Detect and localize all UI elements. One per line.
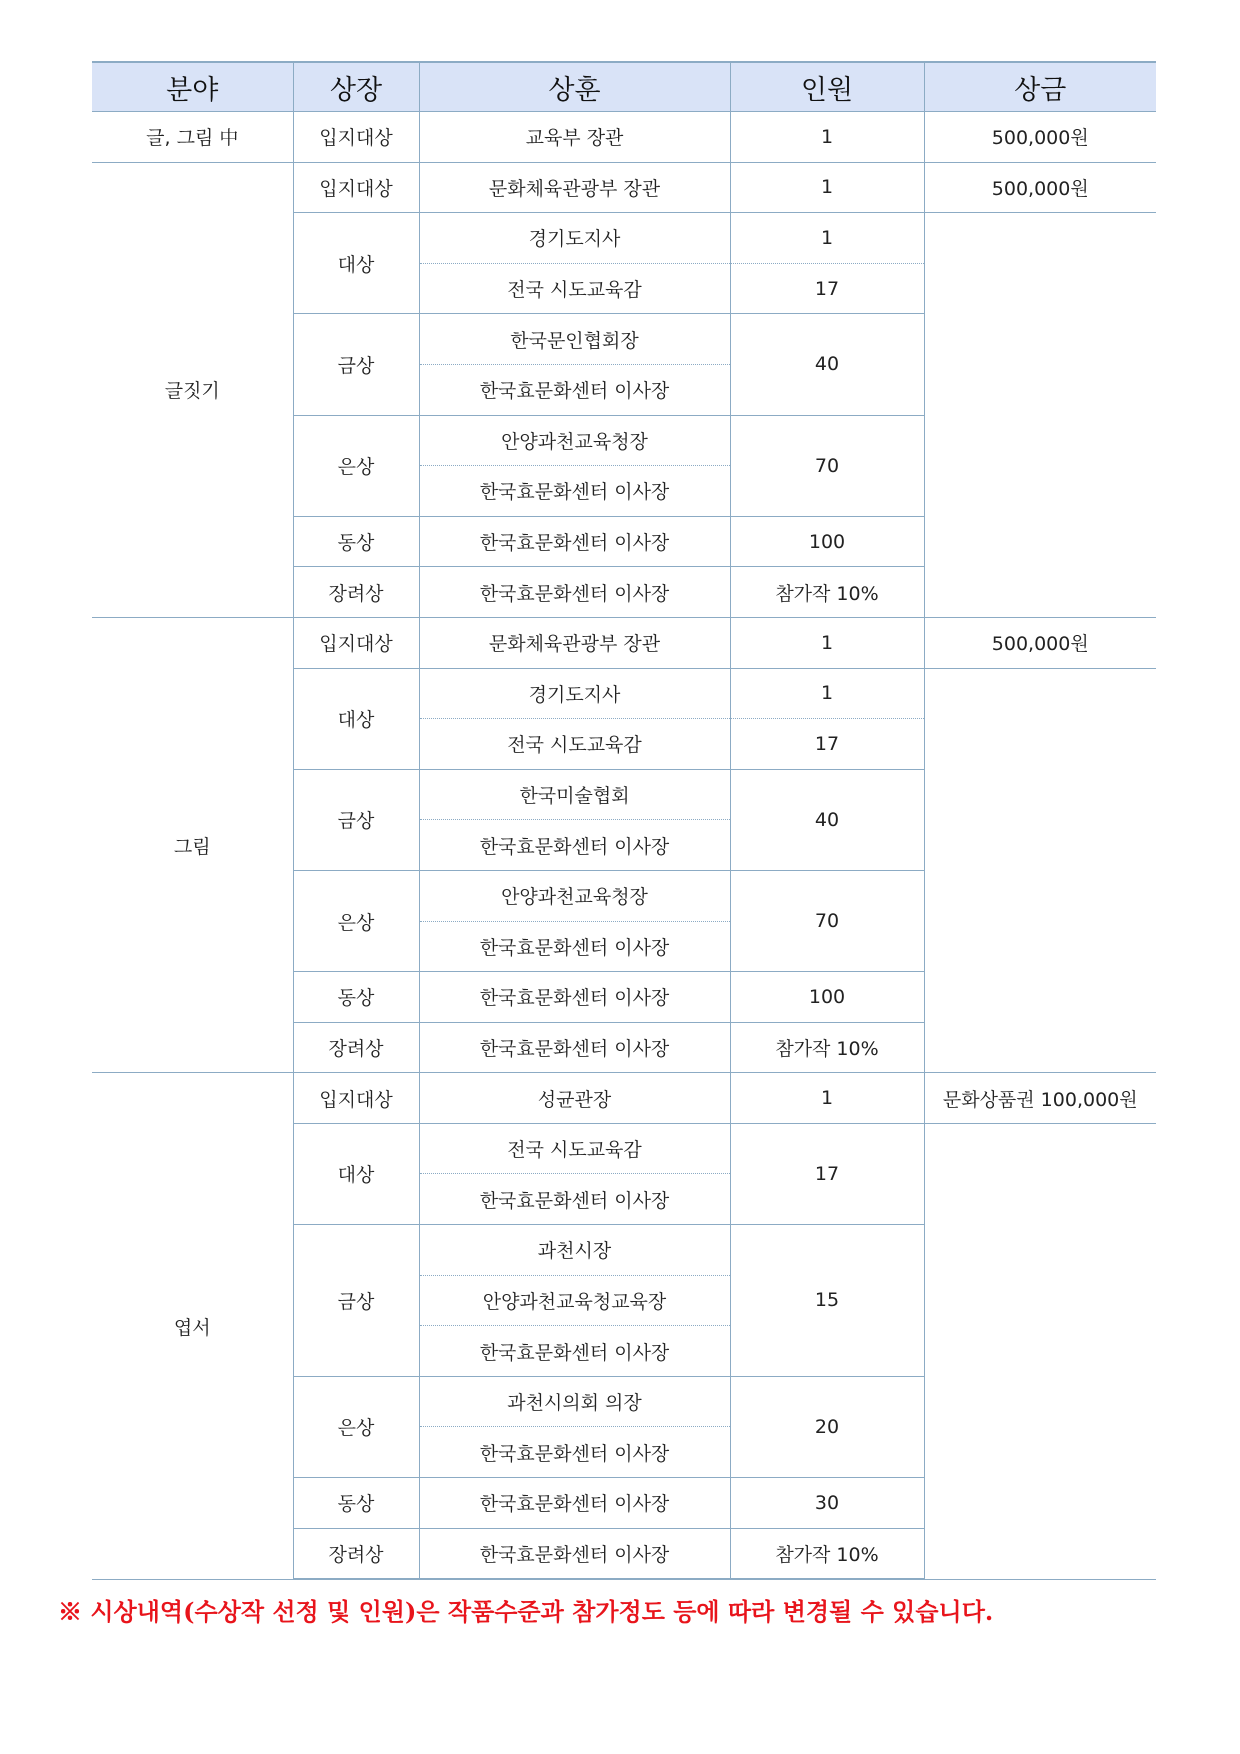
giver-cell: 한국효문화센터 이사장 (419, 1528, 730, 1579)
award-cell: 금상 (293, 1225, 419, 1377)
count-cell: 1 (730, 1073, 924, 1124)
count-cell: 1 (730, 112, 924, 163)
count-cell: 17 (730, 1123, 924, 1224)
header-field: 분야 (92, 62, 293, 112)
giver-cell: 경기도지사 (419, 668, 730, 719)
award-cell: 대상 (293, 1123, 419, 1224)
header-giver: 상훈 (419, 62, 730, 112)
prize-cell-empty (924, 213, 1156, 618)
count-cell: 참가작 10% (730, 1022, 924, 1073)
change-notice: ※ 시상내역(수상작 선정 및 인원)은 작품수준과 참가정도 등에 따라 변경될 수 있습니다. (58, 1597, 994, 1626)
award-cell: 동상 (293, 1478, 419, 1529)
giver-cell: 한국효문화센터 이사장 (419, 972, 730, 1023)
count-cell: 참가작 10% (730, 567, 924, 618)
award-cell: 입지대상 (293, 617, 419, 668)
award-cell: 은상 (293, 870, 419, 971)
prize-cell: 문화상품권 100,000원 (924, 1073, 1156, 1124)
field-cell: 엽서 (92, 1073, 293, 1579)
count-cell: 40 (730, 314, 924, 415)
count-cell: 70 (730, 415, 924, 516)
prize-cell-empty (924, 668, 1156, 1073)
count-cell: 30 (730, 1478, 924, 1529)
prize-cell: 500,000원 (924, 112, 1156, 163)
award-cell: 대상 (293, 668, 419, 769)
count-cell: 1 (730, 162, 924, 213)
header-count: 인원 (730, 62, 924, 112)
giver-cell: 문화체육관광부 장관 (419, 617, 730, 668)
giver-cell: 전국 시도교육감 (419, 263, 730, 314)
giver-cell: 한국문인협회장 (419, 314, 730, 365)
giver-cell: 안양과천교육청장 (419, 870, 730, 921)
count-cell: 70 (730, 870, 924, 971)
giver-cell: 한국효문화센터 이사장 (419, 567, 730, 618)
giver-cell: 한국효문화센터 이사장 (419, 1022, 730, 1073)
count-cell: 참가작 10% (730, 1528, 924, 1579)
award-cell: 금상 (293, 314, 419, 415)
field-cell: 글, 그림 中 (92, 112, 293, 163)
giver-cell: 한국미술협회 (419, 769, 730, 820)
award-cell: 대상 (293, 213, 419, 314)
giver-cell: 안양과천교육청교육장 (419, 1275, 730, 1326)
giver-cell: 교육부 장관 (419, 112, 730, 163)
giver-cell: 안양과천교육청장 (419, 415, 730, 466)
prize-cell: 500,000원 (924, 617, 1156, 668)
table-row (92, 162, 1156, 213)
table-row (92, 112, 1156, 163)
giver-cell: 한국효문화센터 이사장 (419, 516, 730, 567)
award-cell: 입지대상 (293, 1073, 419, 1124)
award-cell: 동상 (293, 516, 419, 567)
count-cell: 1 (730, 617, 924, 668)
giver-cell: 한국효문화센터 이사장 (419, 921, 730, 972)
award-cell: 장려상 (293, 1528, 419, 1579)
count-cell: 100 (730, 972, 924, 1023)
giver-cell: 한국효문화센터 이사장 (419, 1174, 730, 1225)
header-row (92, 62, 1156, 112)
count-cell: 17 (730, 263, 924, 314)
giver-cell: 한국효문화센터 이사장 (419, 364, 730, 415)
giver-cell: 전국 시도교육감 (419, 719, 730, 770)
award-cell: 장려상 (293, 567, 419, 618)
awards-table (92, 61, 1156, 1580)
giver-cell: 문화체육관광부 장관 (419, 162, 730, 213)
prize-cell: 500,000원 (924, 162, 1156, 213)
giver-cell: 전국 시도교육감 (419, 1123, 730, 1174)
award-cell: 입지대상 (293, 112, 419, 163)
giver-cell: 경기도지사 (419, 213, 730, 264)
award-cell: 장려상 (293, 1022, 419, 1073)
giver-cell: 성균관장 (419, 1073, 730, 1124)
award-cell: 입지대상 (293, 162, 419, 213)
header-award: 상장 (293, 62, 419, 112)
field-cell: 글짓기 (92, 162, 293, 617)
award-cell: 금상 (293, 769, 419, 870)
count-cell: 15 (730, 1225, 924, 1377)
table-row (92, 617, 1156, 668)
giver-cell: 한국효문화센터 이사장 (419, 1478, 730, 1529)
count-cell: 17 (730, 719, 924, 770)
award-cell: 은상 (293, 1376, 419, 1477)
award-cell: 은상 (293, 415, 419, 516)
award-cell: 동상 (293, 972, 419, 1023)
count-cell: 20 (730, 1376, 924, 1477)
field-cell: 그림 (92, 617, 293, 1072)
giver-cell: 한국효문화센터 이사장 (419, 466, 730, 517)
prize-cell-empty (924, 1123, 1156, 1579)
giver-cell: 과천시장 (419, 1225, 730, 1276)
count-cell: 1 (730, 213, 924, 264)
giver-cell: 한국효문화센터 이사장 (419, 1427, 730, 1478)
giver-cell: 한국효문화센터 이사장 (419, 820, 730, 871)
header-prize: 상금 (924, 62, 1156, 112)
giver-cell: 과천시의회 의장 (419, 1376, 730, 1427)
count-cell: 1 (730, 668, 924, 719)
giver-cell: 한국효문화센터 이사장 (419, 1326, 730, 1377)
table-row (92, 1073, 1156, 1124)
count-cell: 40 (730, 769, 924, 870)
count-cell: 100 (730, 516, 924, 567)
